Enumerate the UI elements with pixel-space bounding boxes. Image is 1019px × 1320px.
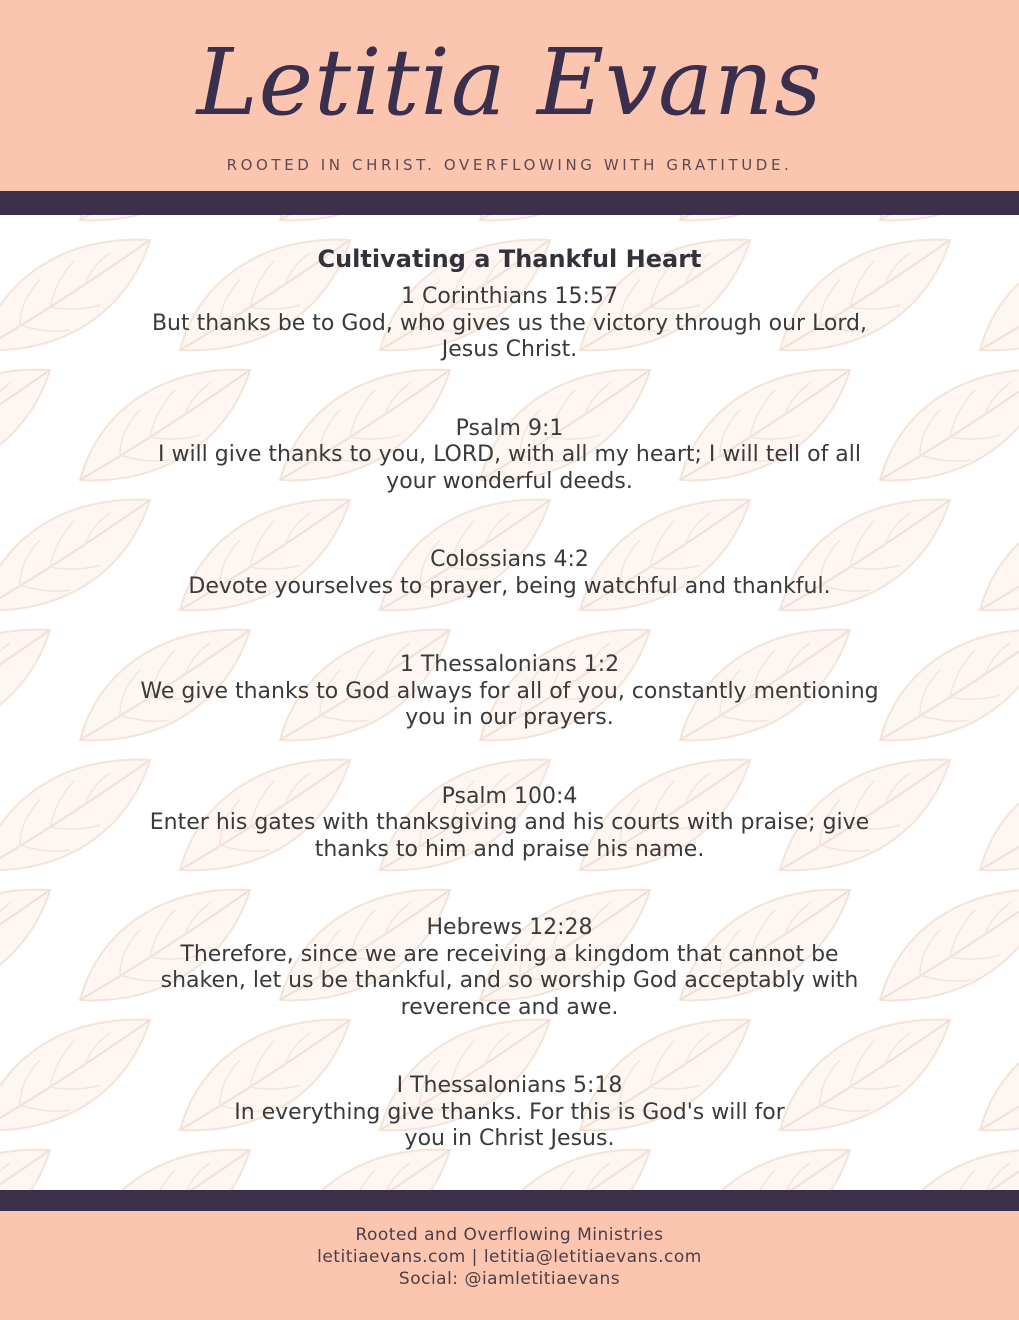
footer-contact: letitiaevans.com | letitia@letitiaevans.com [317, 1247, 702, 1267]
verse-block [40, 1073, 979, 1153]
footer-ministry: Rooted and Overflowing Ministries [355, 1225, 664, 1245]
verse-text: In everything give thanks. For this is God's will for [234, 1099, 785, 1125]
header-divider-bar [0, 191, 1019, 215]
verse-text: But thanks be to God, who gives us the victory through our Lord, [151, 310, 868, 336]
verse-text: We give thanks to God always for all of you, constantly mentioning [140, 678, 879, 704]
verse-text: Devote yourselves to prayer, being watchful and thankful. [188, 573, 831, 599]
verse-reference: I Thessalonians 5:18 [396, 1073, 623, 1098]
verse-block [40, 915, 979, 1021]
verse-section [0, 215, 1019, 1190]
verse-block [40, 784, 979, 864]
verse-text: I will give thanks to you, LORD, with all my heart; I will tell of all [157, 442, 862, 467]
brand-name: Letitia Evans [196, 29, 823, 136]
verse-block [40, 547, 979, 600]
verse-text: Jesus Christ. [441, 337, 578, 362]
verse-reference: Psalm 9:1 [455, 415, 564, 441]
footer-divider-bar [0, 1190, 1019, 1211]
tagline: ROOTED IN CHRIST. OVERFLOWING WITH GRATITUDE. [226, 156, 793, 174]
verse-text: reverence and awe. [400, 994, 619, 1020]
verse-reference: 1 Thessalonians 1:2 [399, 652, 620, 677]
page-header [0, 0, 1019, 191]
verse-list [40, 215, 979, 1153]
verse-text: shaken, let us be thankful, and so worship God acceptably with [160, 968, 859, 993]
footer-social: Social: @iamletitiaevans [398, 1269, 621, 1289]
verse-text: thanks to him and praise his name. [314, 836, 705, 862]
verse-block [40, 284, 979, 364]
verse-reference: Psalm 100:4 [441, 783, 578, 809]
verse-text: Enter his gates with thanksgiving and his courts with praise; give [149, 810, 870, 835]
verse-text: you in Christ Jesus. [404, 1126, 615, 1151]
verse-reference: Hebrews 12:28 [426, 915, 593, 940]
page-title: Cultivating a Thankful Heart [317, 245, 702, 273]
verse-text: you in our prayers. [405, 705, 614, 730]
verse-block [40, 416, 979, 496]
page-footer [0, 1211, 1019, 1320]
verse-reference: Colossians 4:2 [430, 547, 589, 572]
verse-text: your wonderful deeds. [386, 468, 633, 494]
verse-text: Therefore, since we are receiving a kingdom that cannot be [180, 941, 839, 967]
verse-reference: 1 Corinthians 15:57 [401, 284, 618, 309]
verse-block [40, 652, 979, 732]
